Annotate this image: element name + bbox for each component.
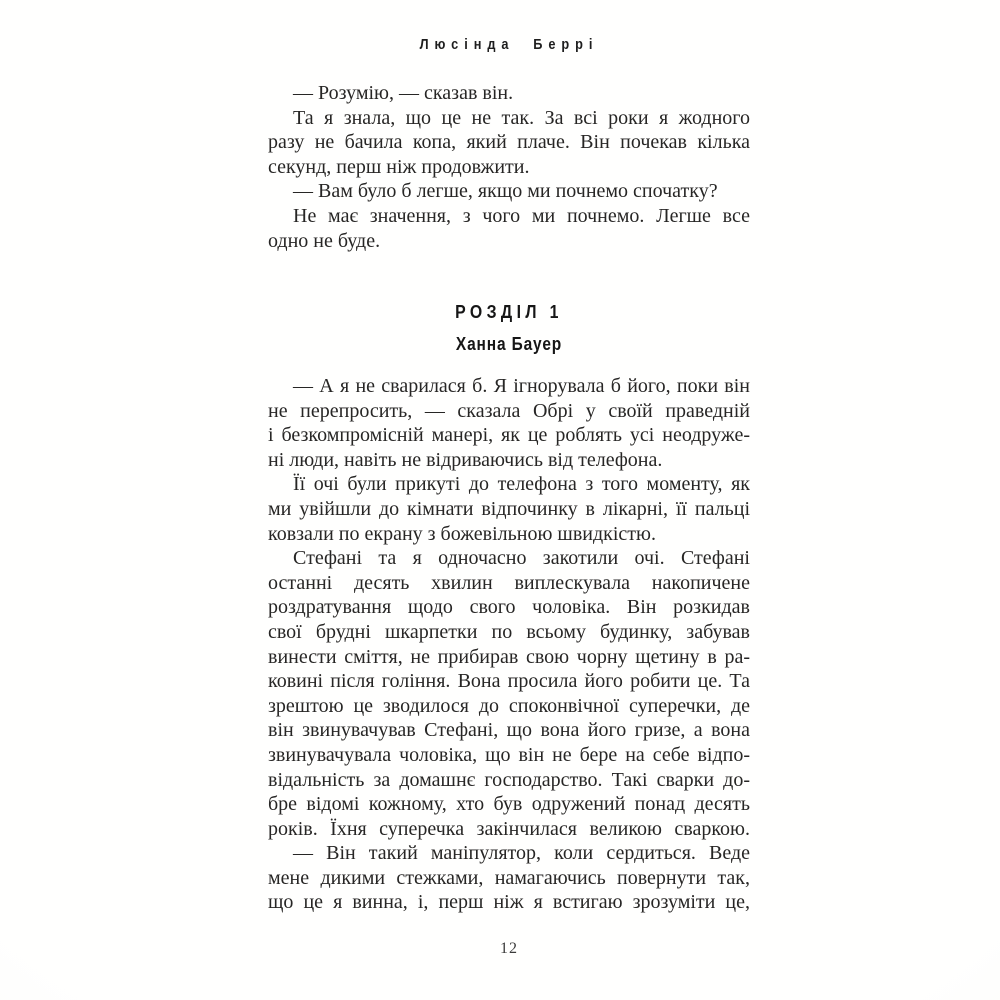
text-line: одно не буде. — [268, 229, 381, 252]
text-block-before-chapter — [268, 81, 750, 253]
page-number: 12 — [500, 940, 518, 957]
paragraph — [268, 841, 750, 915]
paragraph — [268, 179, 750, 204]
paragraph — [268, 204, 750, 253]
text-line: ми увійшли до кімнати відпочинку в лікарні, її пальці — [268, 497, 750, 520]
text-line: ковині після гоління. Вона просила його робити це. Та — [268, 670, 750, 693]
text-line: винести сміття, не прибирав свою чорну щетину в ра- — [268, 645, 750, 668]
text-line: відальність за домашнє господарство. Такі сварки до- — [268, 768, 750, 791]
text-line: зрештою це зводилося до споконвічної суперечки, де — [268, 694, 750, 717]
text-line: секунд, перш ніж продовжити. — [268, 155, 530, 178]
text-line: — Розумію, — сказав він. — [293, 82, 514, 104]
running-head-author: Люсінда Беррі — [419, 36, 599, 53]
text-line: Стефані та я одночасно закотили очі. Стефані — [293, 547, 750, 570]
text-line: — Вам було б легше, якщо ми почнемо спочатку? — [293, 180, 718, 203]
text-line: років. Їхня суперечка закінчилася великою сваркою. — [268, 817, 750, 840]
paragraph — [268, 374, 750, 472]
text-line: — Він такий маніпулятор, коли сердиться. Веде — [293, 842, 750, 865]
text-line: бре відомі кожному, хто був одружений понад десять — [268, 793, 750, 816]
text-line: Її очі були прикуті до телефона з того моменту, як — [293, 473, 750, 496]
chapter-narrator-name: Ханна Бауер — [455, 334, 563, 354]
paragraph — [268, 106, 750, 180]
text-line: звинувачувала чоловіка, що він не бере на себе відпо- — [268, 743, 750, 766]
text-line: ковзали по екрану з божевільною швидкістю. — [268, 522, 656, 545]
text-line: не перепросить, — сказала Обрі у своїй праведній — [268, 399, 750, 422]
text-line: свої брудні шкарпетки по всьому будинку, забував — [268, 620, 750, 643]
text-line: він звинувачував Стефані, що вона його гризе, а вона — [268, 719, 750, 742]
chapter-number-label: РОЗДІЛ 1 — [455, 302, 563, 322]
text-line: — А я не сварилася б. Я ігнорувала б його, поки він — [293, 375, 750, 397]
text-line: останні десять хвилин виплескувала накопичене — [268, 571, 750, 594]
paragraph — [268, 546, 750, 841]
text-line: і безкомпромісній манері, як це роблять усі неодруже- — [268, 424, 750, 447]
text-line: ні люди, навіть не відриваючись від телефона. — [268, 448, 663, 471]
text-line: мене дикими стежками, намагаючись повернути так, — [268, 866, 750, 889]
paragraph — [268, 472, 750, 546]
text-line: роздратування щодо свого чоловіка. Він розкидав — [268, 596, 750, 619]
chapter-heading — [268, 301, 750, 355]
paragraph — [268, 81, 750, 106]
text-block-chapter-body — [268, 374, 750, 915]
text-line: Не має значення, з чого ми почнемо. Легше все — [293, 204, 750, 227]
text-line: разу не бачила копа, який плаче. Він почекав кілька — [268, 131, 750, 154]
text-line: Та я знала, що це не так. За всі роки я жодного — [293, 106, 750, 129]
text-line: що це я винна, і, перш ніж я встигаю зрозуміти це, — [268, 891, 750, 914]
